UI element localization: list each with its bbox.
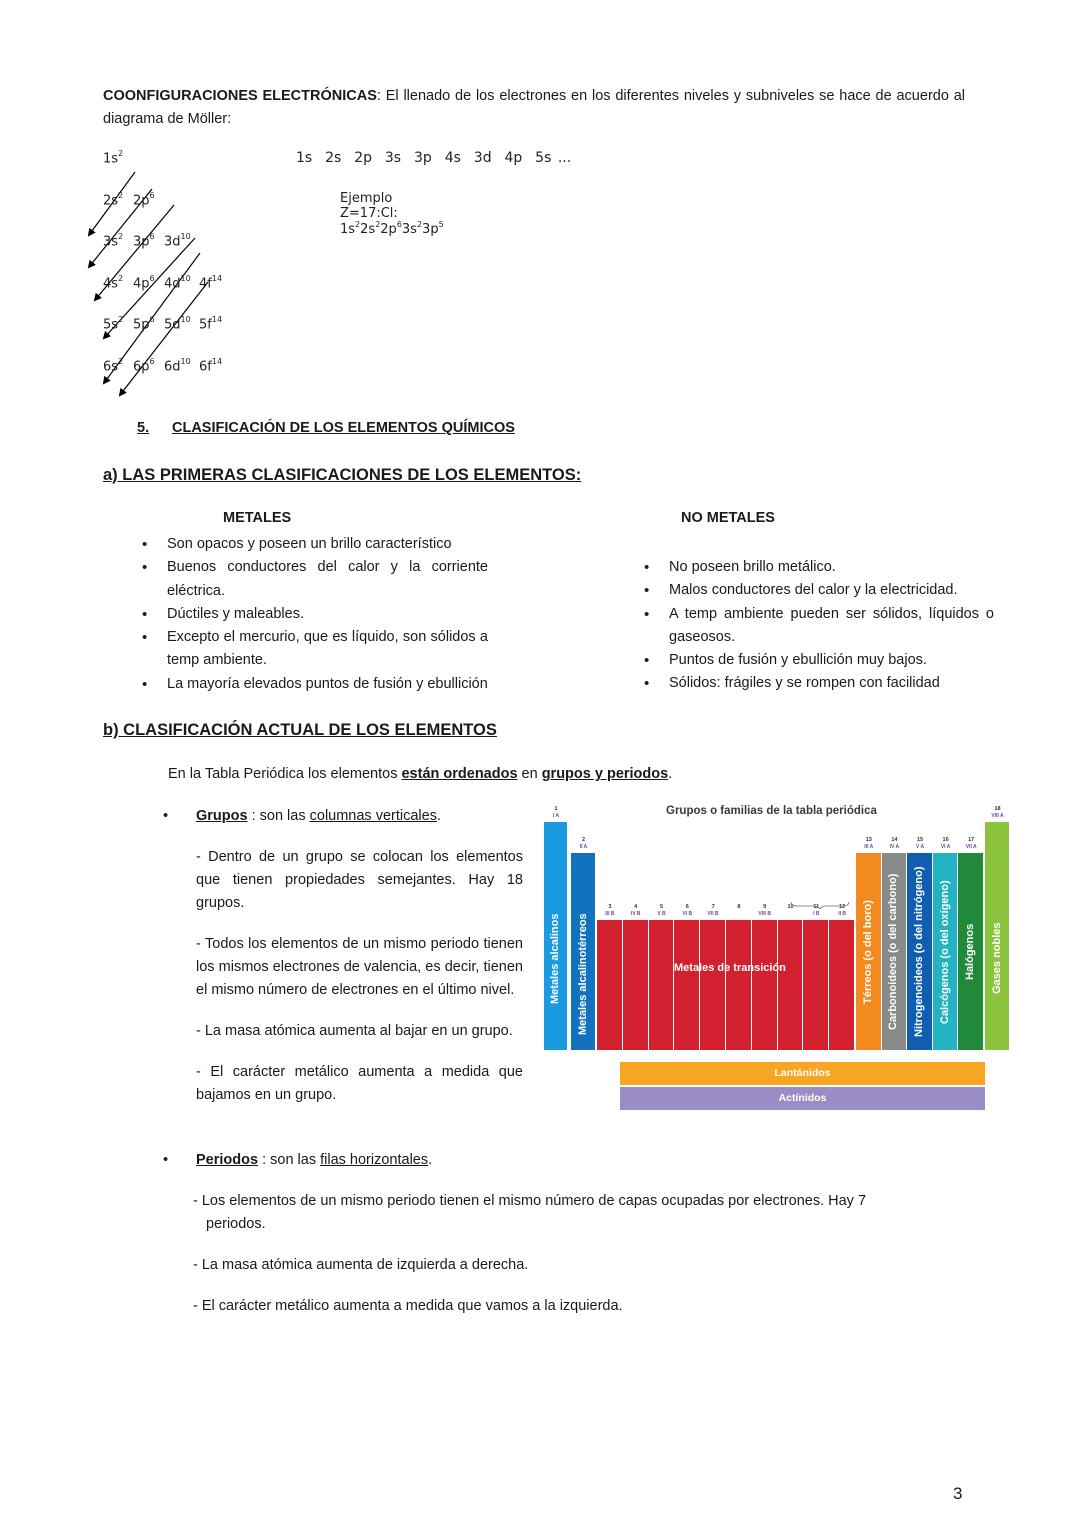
intro-b-paragraph — [168, 763, 672, 786]
page-number: 3 — [953, 1484, 963, 1503]
group-12-bar — [829, 920, 855, 1050]
orbital-1s: $1s^2$ — [103, 149, 124, 167]
orbital-4s: $4s^2$ — [103, 273, 124, 291]
list-item: • Son opacos y poseen un brillo característico — [140, 533, 488, 556]
group-number: 14 — [891, 837, 898, 843]
periodos-definition: filas horizontales — [320, 1152, 429, 1168]
section-title: CLASIFICACIÓN DE LOS ELEMENTOS QUÍMICOS — [172, 420, 515, 436]
transition-metals-label: Metales de transición — [674, 962, 786, 974]
orbital-6s: $6s^2$ — [103, 356, 124, 374]
group-number: 7 — [711, 904, 715, 910]
group-7-bar — [700, 920, 726, 1050]
group-label: Térreos (o del boro) — [861, 899, 874, 1004]
orbital-4p: $4p^6$ — [133, 273, 155, 291]
intro-b-text: . — [668, 766, 673, 782]
section-number: 5. — [137, 420, 150, 436]
group-number: 16 — [942, 837, 949, 843]
periodos-term: Periodos — [196, 1152, 259, 1168]
intro-b-emphasis-grupos-periodos: grupos y periodos — [541, 766, 669, 782]
filling-sequence: 1s 2s 2p 3s 3p 4s 3d 4p 5s ... — [296, 150, 572, 166]
lanthanides-label: Lantánidos — [774, 1067, 831, 1079]
metales-list — [140, 533, 488, 696]
periodos-para: - La masa atómica aumenta de izquierda a derecha. — [193, 1257, 529, 1273]
orbital-5d: $5d^{10}$ — [164, 315, 191, 333]
list-item: • Sólidos: frágiles y se rompen con facilidad — [642, 672, 994, 695]
intro-b-text: en — [517, 766, 542, 782]
group-5-bar — [649, 920, 675, 1050]
group-roman: III B — [605, 911, 615, 917]
group-roman: VIII A — [991, 813, 1004, 819]
group-roman: I B — [813, 911, 820, 917]
group-11-bar — [803, 920, 829, 1050]
list-item: • La mayoría elevados puntos de fusión y ebullición — [140, 673, 488, 696]
periodos-sep: : son las — [258, 1152, 321, 1168]
grupos-paragraphs — [196, 846, 523, 1125]
group-3-bar — [597, 920, 623, 1050]
periodos-bullet — [163, 1149, 432, 1172]
group-roman: II A — [579, 844, 588, 850]
group-number: 13 — [865, 837, 872, 843]
chart-title: Grupos o familias de la tabla periódica — [666, 805, 877, 817]
group-label: Gases nobles — [990, 922, 1003, 994]
bullet-icon: • — [163, 1152, 169, 1168]
grupos-end: . — [436, 808, 441, 824]
group-number: 10 — [787, 904, 794, 910]
list-item: • Buenos conductores del calor y la corriente eléctrica. — [140, 556, 488, 603]
group-number: 12 — [839, 904, 846, 910]
section-5-heading — [137, 420, 515, 436]
heading-primeras-clasificaciones: a) LAS PRIMERAS CLASIFICACIONES DE LOS ELEMENTOS: — [103, 466, 582, 484]
group-number: 17 — [968, 837, 975, 843]
group-roman: IV A — [889, 844, 900, 850]
group-roman: I A — [552, 813, 560, 819]
grupos-para: - La masa atómica aumenta al bajar en un grupo. — [196, 1023, 513, 1039]
group-number: 9 — [763, 904, 767, 910]
group-label: Nitrogenoideos (o del nitrógeno) — [913, 866, 925, 1037]
orbital-4d: $4d^{10}$ — [164, 273, 191, 291]
group-label: Metales alcalinos — [549, 913, 561, 1004]
orbital-6p: $6p^6$ — [133, 356, 155, 374]
orbital-5s: $5s^2$ — [103, 315, 124, 333]
group-4-bar — [623, 920, 649, 1050]
group-6-bar — [674, 920, 700, 1050]
example-config — [340, 191, 444, 237]
intro-paragraph — [103, 85, 965, 131]
grupos-para: - Todos los elementos de un mismo periodo tienen los mismos electrones de valencia, es decir, tienen el mismo número de electrones en el último nivel. — [196, 936, 523, 998]
group-8-bar — [726, 920, 752, 1050]
orbital-5p: $5p^6$ — [133, 315, 155, 333]
actinides-label: Actínidos — [778, 1092, 827, 1104]
list-item: • A temp ambiente pueden ser sólidos, líquidos o gaseosos. — [642, 603, 994, 650]
grupos-sep: : son las — [247, 808, 310, 824]
group-roman: VII A — [965, 844, 977, 850]
group-roman: II B — [838, 911, 846, 917]
group-number: 2 — [581, 837, 586, 843]
list-item: • Puntos de fusión y ebullición muy bajos. — [642, 649, 994, 672]
no-metales-title: NO METALES — [681, 510, 775, 526]
group-roman: VII B — [707, 911, 719, 917]
group-label: Metales alcalinotérreos — [576, 912, 589, 1035]
no-metales-list — [642, 556, 994, 696]
list-item: • No poseen brillo metálico. — [642, 556, 994, 579]
intro-b-text: En la Tabla Periódica los elementos — [168, 766, 402, 782]
periodos-para: - Los elementos de un mismo periodo tienen el mismo número de capas ocupadas por electrones. Hay 7 periodos. — [193, 1193, 867, 1232]
group-roman: IV B — [630, 911, 641, 917]
metales-title: METALES — [223, 510, 292, 526]
group-number: 8 — [737, 904, 741, 910]
lanthanides-bar — [620, 1062, 985, 1085]
group-number: 6 — [685, 904, 689, 910]
group-label: Carbonoideos (o del carbono) — [887, 873, 900, 1030]
orbital-2s: $2s^2$ — [103, 190, 124, 208]
example-config-value: $1s^22s^22p^63s^23p^5$ — [340, 220, 444, 238]
group-label: Calcógenos (o del oxígeno) — [938, 879, 951, 1024]
actinides-bar — [620, 1087, 985, 1110]
group-label: Halógenos — [964, 923, 977, 980]
group-roman: V B — [657, 911, 666, 917]
group-8-10-brace — [790, 899, 850, 909]
orbital-4f: $4f^{14}$ — [199, 273, 223, 291]
orbital-6d: $6d^{10}$ — [164, 356, 191, 374]
group-9-bar — [752, 920, 778, 1050]
grupos-para: - El carácter metálico aumenta a medida que bajamos en un grupo. — [196, 1064, 523, 1103]
periodic-groups-chart — [540, 800, 1015, 1115]
group-number: 1 — [554, 806, 558, 812]
intro-title: COONFIGURACIONES ELECTRÓNICAS — [103, 88, 377, 104]
list-item: • Malos conductores del calor y la electricidad. — [642, 579, 994, 602]
list-item: • Excepto el mercurio, que es líquido, son sólidos a temp ambiente. — [140, 626, 488, 673]
bullet-icon: • — [163, 808, 169, 824]
orbital-5f: $5f^{14}$ — [199, 315, 223, 333]
group-number: 4 — [634, 904, 638, 910]
orbital-6f: $6f^{14}$ — [199, 356, 223, 374]
periodos-end: . — [428, 1152, 433, 1168]
group-roman: V A — [915, 844, 925, 850]
group-number: 11 — [813, 904, 820, 910]
orbital-3s: $3s^2$ — [103, 232, 124, 250]
orbital-2p: $2p^6$ — [133, 190, 155, 208]
orbital-3p: $3p^6$ — [133, 232, 155, 250]
heading-clasificacion-actual: b) CLASIFICACIÓN ACTUAL DE LOS ELEMENTOS — [103, 721, 497, 739]
group-number: 3 — [608, 904, 612, 910]
periodos-para: - El carácter metálico aumenta a medida que vamos a la izquierda. — [193, 1298, 623, 1314]
group-roman: VI A — [940, 844, 951, 850]
grupos-bullet — [163, 805, 441, 828]
example-label: Ejemplo Z=17:Cl: — [340, 191, 398, 221]
grupos-term: Grupos — [196, 808, 248, 824]
group-roman: VI B — [682, 911, 693, 917]
periodos-paragraphs — [193, 1190, 933, 1336]
grupos-para: - Dentro de un grupo se colocan los elementos que tienen propiedades semejantes. Hay 18 grupos. — [196, 849, 523, 911]
group-number: 15 — [916, 837, 924, 843]
intro-b-emphasis-ordenados: están ordenados — [401, 766, 518, 782]
grupos-definition: columnas verticales — [309, 808, 437, 824]
group-roman: III A — [864, 844, 874, 850]
group-roman: VIII B — [758, 911, 771, 917]
intro-text: : El llenado de los electrones en los diferentes niveles y subniveles se hace de acuerdo al diagrama de Möller: — [103, 88, 965, 127]
group-10-bar — [778, 920, 804, 1050]
group-number: 5 — [659, 904, 664, 910]
group-number: 18 — [994, 806, 1001, 812]
orbital-3d: $3d^{10}$ — [164, 232, 191, 250]
list-item: • Dúctiles y maleables. — [140, 603, 488, 626]
